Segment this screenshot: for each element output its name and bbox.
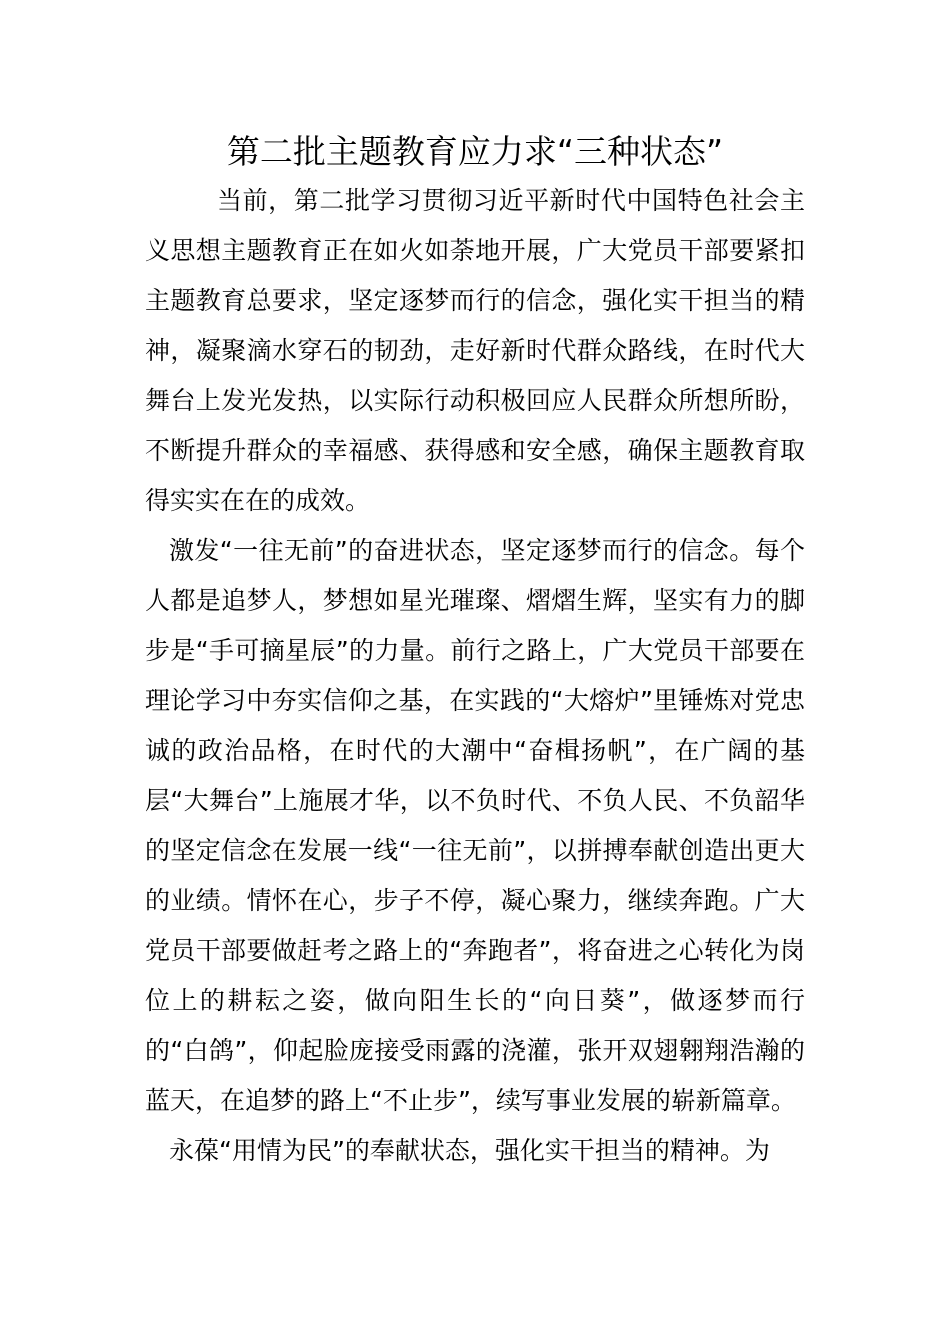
paragraph-section-two: 永葆“用情为民”的奉献状态，强化实干担当的精神。为 — [169, 1136, 770, 1165]
paragraph-section-one: 激发“一往无前”的奋进状态，坚定逐梦而行的信念。每个人都是追梦人，梦想如星光璀璨、熠熠生辉，坚实有力的脚步是“手可摘星辰”的力量。前行之路上，广大党员干部要在理论学习中夯实信仰之基，在实践的“大熔炉”里锤炼对党忠诚的政治品格，在时代的大潮中“奋楫扬帆”，在广阔的基层“大舞台”上施展才华，以不负时代、不负人民、不负韶华的坚定信念在发展一线“一往无前”，以拼搏奉献创造出更大的业绩。情怀在心，步子不停，凝心聚力，继续奔跑。广大党员干部要做赶考之路上的“奔跑者”，将奋进之心转化为岗位上的耕耘之姿，做向阳生长的“向日葵”，做逐梦而行的“白鸽”，仰起脸庞接受雨露的浇灌，张开双翅翱翔浩瀚的蓝天，在追梦的路上“不止步”，续写事业发展的崭新篇章。 — [145, 536, 805, 1115]
paragraph-intro: 当前，第二批学习贯彻习近平新时代中国特色社会主义思想主题教育正在如火如荼地开展，广大党员干部要紧扣主题教育总要求，坚定逐梦而行的信念，强化实干担当的精神，凝聚滴水穿石的韧劲，走好新时代群众路线，在时代大舞台上发光发热，以实际行动积极回应人民群众所想所盼，不断提升群众的幸福感、获得感和安全感，确保主题教育取得实实在在的成效。 — [145, 186, 805, 515]
document-title: 第二批主题教育应力求“三种状态” — [226, 132, 724, 171]
document-body — [145, 176, 805, 1176]
